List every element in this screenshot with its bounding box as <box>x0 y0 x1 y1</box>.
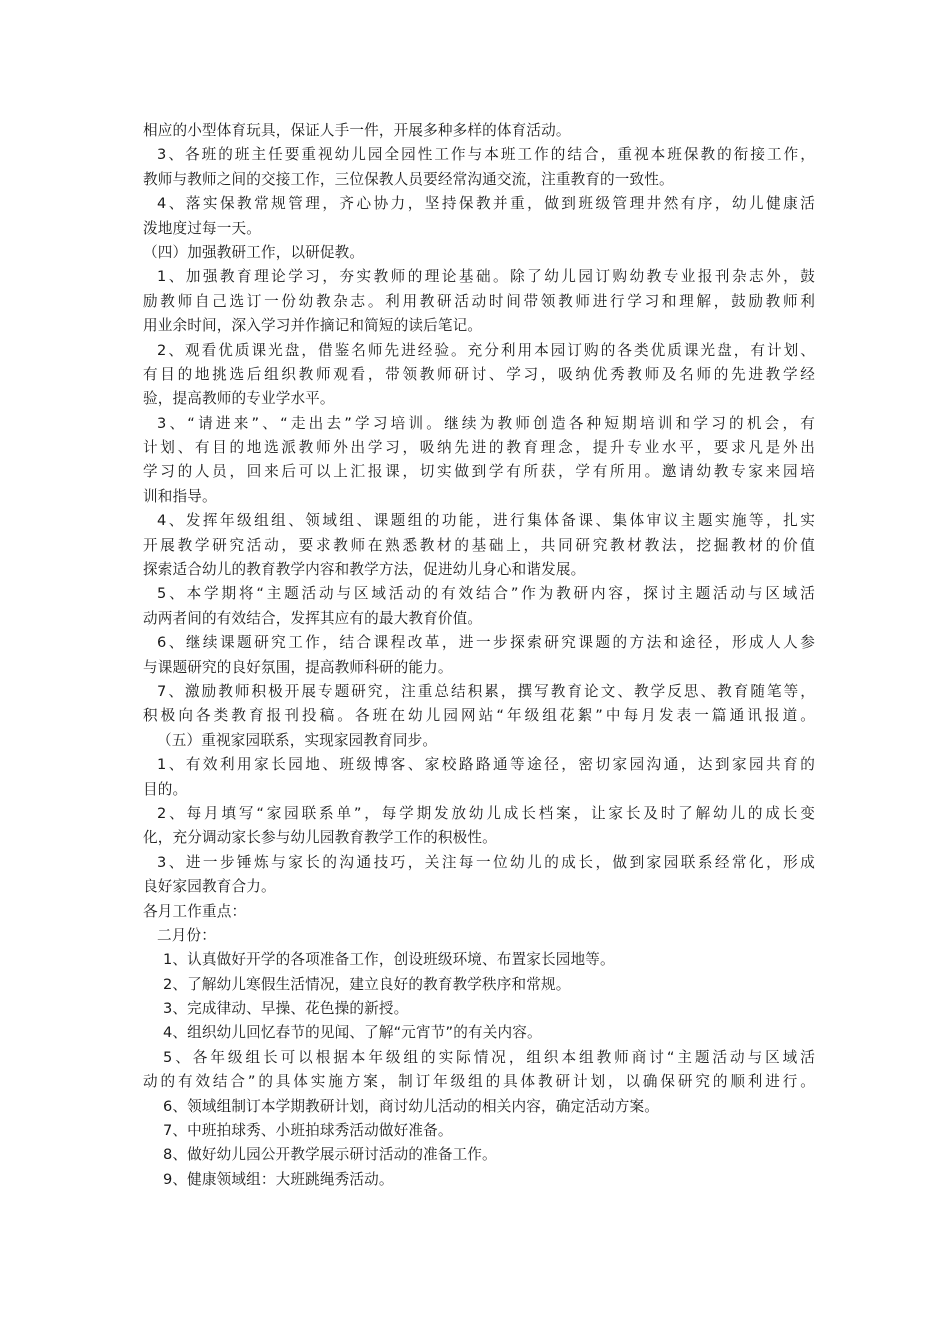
text-line: 计划、有目的地选派教师外出学习，吸纳先进的教育理念，提升专业水平，要求凡是外出 <box>143 439 815 457</box>
text-line: 开展教学研究活动，要求教师在熟悉教材的基础上，共同研究教材教法，挖掘教材的价值 <box>143 536 815 554</box>
text-line: 各月工作重点： <box>143 902 247 920</box>
text-line: 6、领域组制订本学期教研计划，商讨幼儿活动的相关内容，确定活动方案。 <box>163 1097 659 1115</box>
text-line: 动的有效结合”的具体实施方案，制订年级组的具体教研计划，以确保研究的顺利进行。 <box>143 1073 815 1091</box>
text-line: 二月份： <box>157 926 216 944</box>
text-line: 5、各年级组长可以根据本年级组的实际情况，组织本组教师商讨“主题活动与区域活 <box>163 1048 815 1066</box>
text-line: （四）加强教研工作，以研促教。 <box>143 243 365 261</box>
text-line: 4、组织幼儿回忆春节的见闻、了解“元宵节”的有关内容。 <box>163 1024 542 1042</box>
text-line: 验，提高教师的专业学水平。 <box>143 390 335 408</box>
text-line: 1、加强教育理论学习，夯实教师的理论基础。除了幼儿园订购幼教专业报刊杂志外，鼓 <box>157 268 815 286</box>
text-line: 2、了解幼儿寒假生活情况，建立良好的教育教学秩序和常规。 <box>163 975 571 993</box>
text-line: 积极向各类教育报刊投稿。各班在幼儿园网站“年级组花絮”中每月发表一篇通讯报道。 <box>143 707 815 725</box>
text-line: 4、落实保教常规管理，齐心协力，坚持保教并重，做到班级管理井然有序，幼儿健康活 <box>157 195 815 213</box>
text-line: 目的。 <box>143 780 188 798</box>
text-line: 9、健康领域组：大班跳绳秀活动。 <box>163 1170 394 1188</box>
text-line: 3、进一步锤炼与家长的沟通技巧，关注每一位幼儿的成长，做到家园联系经常化，形成 <box>157 853 815 871</box>
text-line: 化，充分调动家长参与幼儿园教育教学工作的积极性。 <box>143 829 497 847</box>
text-line: 泼地度过每一天。 <box>143 219 261 237</box>
text-line: 5、本学期将“主题活动与区域活动的有效结合”作为教研内容，探讨主题活动与区域活 <box>157 585 815 603</box>
text-line: 学习的人员，回来后可以上汇报课，切实做到学有所获，学有所用。邀请幼教专家来园培 <box>143 463 815 481</box>
text-line: 与课题研究的良好氛围，提高教师科研的能力。 <box>143 658 453 676</box>
text-line: 7、中班拍球秀、小班拍球秀活动做好准备。 <box>163 1122 453 1140</box>
text-line: 2、观看优质课光盘，借鉴名师先进经验。充分利用本园订购的各类优质课光盘，有计划、 <box>157 341 815 359</box>
text-line: 训和指导。 <box>143 487 217 505</box>
text-line: 励教师自己选订一份幼教杂志。利用教研活动时间带领教师进行学习和理解，鼓励教师利 <box>143 292 815 310</box>
text-line: 3、完成律动、早操、花色操的新授。 <box>163 1000 409 1018</box>
text-line: 3、“请进来”、“走出去”学习培训。继续为教师创造各种短期培训和学习的机会，有 <box>157 414 815 432</box>
text-line: 8、做好幼儿园公开教学展示研讨活动的准备工作。 <box>163 1146 497 1164</box>
text-line: 3、各班的班主任要重视幼儿园全园性工作与本班工作的结合，重视本班保教的衔接工作， <box>157 146 815 164</box>
text-line: 良好家园教育合力。 <box>143 878 276 896</box>
text-line: （五）重视家园联系，实现家园教育同步。 <box>157 731 438 749</box>
document-body <box>143 119 815 1192</box>
text-line: 教师与教师之间的交接工作，三位保教人员要经常沟通交流，注重教育的一致性。 <box>143 170 674 188</box>
text-line: 1、认真做好开学的各项准备工作，创设班级环境、布置家长园地等。 <box>163 951 615 969</box>
text-line: 2、每月填写“家园联系单”，每学期发放幼儿成长档案，让家长及时了解幼儿的成长变 <box>157 804 815 822</box>
text-line: 有目的地挑选后组织教师观看，带领教师研讨、学习，吸纳优秀教师及名师的先进教学经 <box>143 365 815 383</box>
text-line: 6、继续课题研究工作，结合课程改革，进一步探索研究课题的方法和途径，形成人人参 <box>157 634 815 652</box>
text-line: 动两者间的有效结合，发挥其应有的最大教育价值。 <box>143 609 483 627</box>
text-line: 探索适合幼儿的教育教学内容和教学方法，促进幼儿身心和谐发展。 <box>143 561 586 579</box>
text-line: 4、发挥年级组组、领域组、课题组的功能，进行集体备课、集体审议主题实施等，扎实 <box>157 512 815 530</box>
text-line: 7、激励教师积极开展专题研究，注重总结积累，撰写教育论文、教学反思、教育随笔等， <box>157 682 815 700</box>
text-line: 用业余时间，深入学习并作摘记和简短的读后笔记。 <box>143 317 483 335</box>
text-line: 1、有效利用家长园地、班级博客、家校路路通等途径，密切家园沟通，达到家园共育的 <box>157 756 815 774</box>
text-line: 相应的小型体育玩具，保证人手一件，开展多种多样的体育活动。 <box>143 122 571 139</box>
